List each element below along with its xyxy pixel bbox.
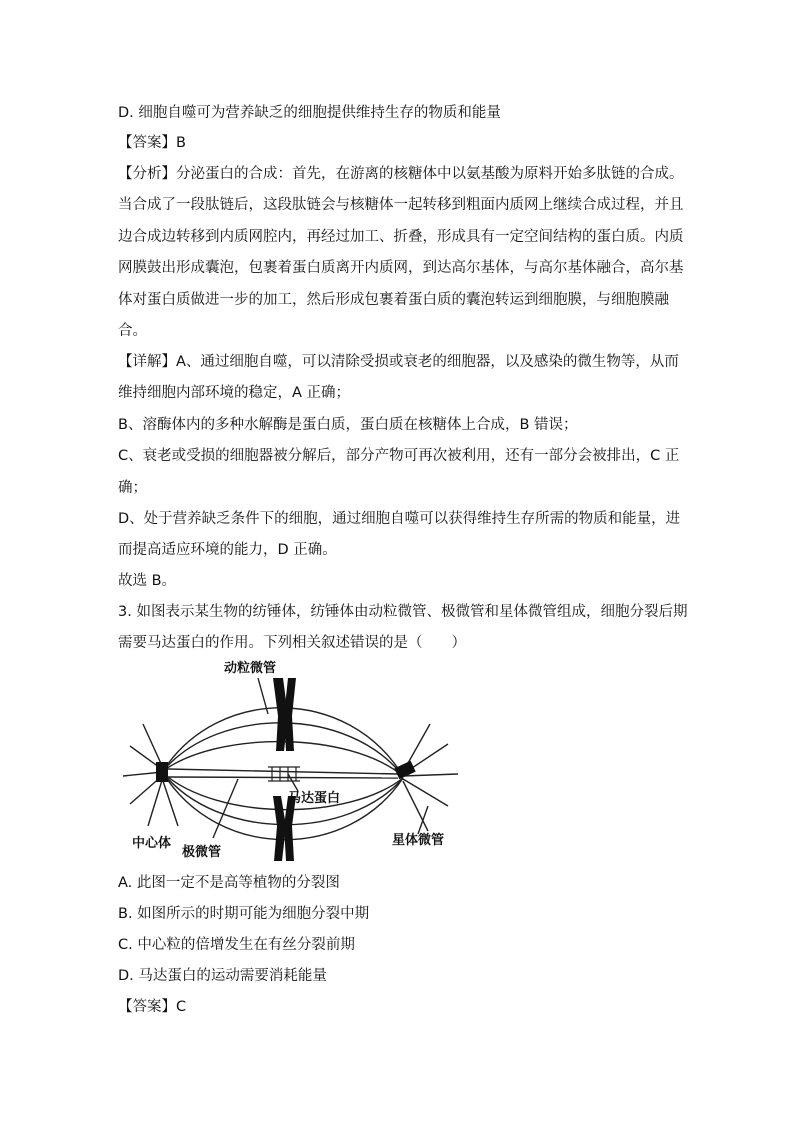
answer-line: 【答案】C <box>118 999 187 1015</box>
conclusion-line: 故选 B。 <box>118 573 177 589</box>
detail-line: 而提高适应环境的能力，D 正确。 <box>118 542 337 558</box>
centrosome-right <box>394 761 415 779</box>
detail-line: 确； <box>118 480 147 496</box>
label-centrosome: 中心体 <box>132 836 172 851</box>
label-motor-protein: 马达蛋白 <box>288 791 341 806</box>
analysis-line: 体对蛋白质做进一步的加工，然后形成包裹着蛋白质的囊泡转运到细胞膜，与细胞膜融 <box>118 292 669 308</box>
label-kinetochore-microtubule: 动粒微管 <box>224 661 277 676</box>
option-d: D. 马达蛋白的运动需要消耗能量 <box>118 968 327 984</box>
option-a: A. 此图一定不是高等植物的分裂图 <box>118 875 340 891</box>
answer-line: 【答案】B <box>118 135 186 151</box>
detail-line: D、处于营养缺乏条件下的细胞，通过细胞自噬可以获得维持生存所需的物质和能量，进 <box>118 511 681 527</box>
detail-line: 【详解】A、通过细胞自噬，可以清除受损或衰老的细胞器，以及感染的微生物等，从而 <box>118 354 679 370</box>
question-stem: 需要马达蛋白的作用。下列相关叙述错误的是（ ） <box>118 635 466 651</box>
analysis-line: 网膜鼓出形成囊泡，包裹着蛋白质离开内质网，到达高尔基体，与高尔基体融合，高尔基 <box>118 260 684 276</box>
option-b: B. 如图所示的时期可能为细胞分裂中期 <box>118 906 370 922</box>
detail-line: C、衰老或受损的细胞器被分解后，部分产物可再次被利用，还有一部分会被排出，C 正 <box>118 448 680 464</box>
analysis-line: 当合成了一段肽链后，这段肽链会与核糖体一起转移到粗面内质网上继续合成过程，并且 <box>118 197 684 213</box>
detail-line: B、溶酶体内的多种水解酶是蛋白质，蛋白质在核糖体上合成，B 错误； <box>118 417 578 433</box>
label-polar-microtubule: 极微管 <box>182 845 222 860</box>
analysis-line: 【分析】分泌蛋白的合成：首先，在游离的核糖体中以氨基酸为原料开始多肽链的合成。 <box>118 166 684 182</box>
analysis-line: 合。 <box>118 323 147 339</box>
spindle-diagram <box>118 656 468 866</box>
option-c: C. 中心粒的倍增发生在有丝分裂前期 <box>118 937 355 953</box>
question-stem: 3. 如图表示某生物的纺锤体，纺锤体由动粒微管、极微管和星体微管组成，细胞分裂后期 <box>118 604 688 620</box>
spindle-figure <box>118 656 468 866</box>
detail-line: 维持细胞内部环境的稳定，A 正确； <box>118 385 351 401</box>
chromosome-upper <box>273 678 296 751</box>
centrosome-left <box>156 762 168 782</box>
label-astral-microtubule: 星体微管 <box>392 833 445 848</box>
analysis-line: 边合成边转移到内质网腔内，再经过加工、折叠，形成具有一定空间结构的蛋白质。内质 <box>118 229 684 245</box>
option-d-text: D. 细胞自噬可为营养缺乏的细胞提供维持生存的物质和能量 <box>118 105 501 121</box>
